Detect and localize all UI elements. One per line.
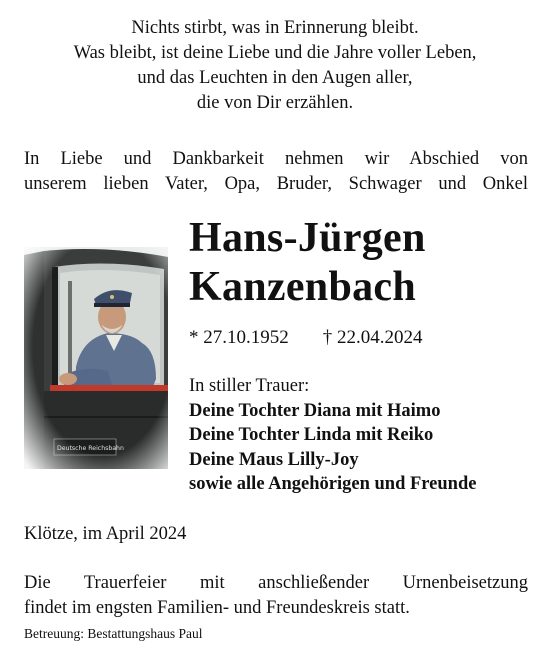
life-dates xyxy=(189,326,423,350)
funeral-line: Die Trauerfeier mit anschließender Urnenbeisetzung xyxy=(24,573,528,593)
photo-vignette xyxy=(24,247,168,469)
farewell-intro xyxy=(24,147,528,197)
portrait-photo xyxy=(24,247,168,469)
mourners-block xyxy=(189,374,476,497)
poem-line: Nichts stirbt, was in Erinnerung bleibt. xyxy=(131,18,419,38)
poem-line: Was bleibt, ist deine Liebe und die Jahre voller Leben, xyxy=(73,43,477,63)
memorial-poem xyxy=(0,16,550,116)
death-date: † 22.04.2024 xyxy=(322,327,423,348)
funeral-line: findet im engsten Familien- und Freundeskreis statt. xyxy=(24,598,410,618)
place-date: Klötze, im April 2024 xyxy=(24,524,187,544)
mourner-line: Deine Tochter Linda mit Reiko xyxy=(189,425,434,445)
poem-line: und das Leuchten in den Augen aller, xyxy=(137,68,413,88)
funeral-notice xyxy=(24,571,528,621)
last-name: Kanzenbach xyxy=(189,264,417,310)
mourners-heading: In stiller Trauer: xyxy=(189,376,310,396)
deceased-name xyxy=(189,214,426,312)
poem-line: die von Dir erzählen. xyxy=(196,93,354,113)
first-name: Hans-Jürgen xyxy=(189,215,426,261)
intro-line: In Liebe und Dankbarkeit nehmen wir Abschied von xyxy=(24,149,528,169)
mourner-line: Deine Tochter Diana mit Haimo xyxy=(189,400,441,421)
birth-date: * 27.10.1952 xyxy=(189,327,289,348)
mourner-line: Deine Maus Lilly-Joy xyxy=(189,449,359,470)
intro-line: unserem lieben Vater, Opa, Bruder, Schwager und Onkel xyxy=(24,174,528,194)
mourner-line: sowie alle Angehörigen und Freunde xyxy=(189,474,477,494)
funeral-home-credit: Betreuung: Bestattungshaus Paul xyxy=(24,626,203,641)
